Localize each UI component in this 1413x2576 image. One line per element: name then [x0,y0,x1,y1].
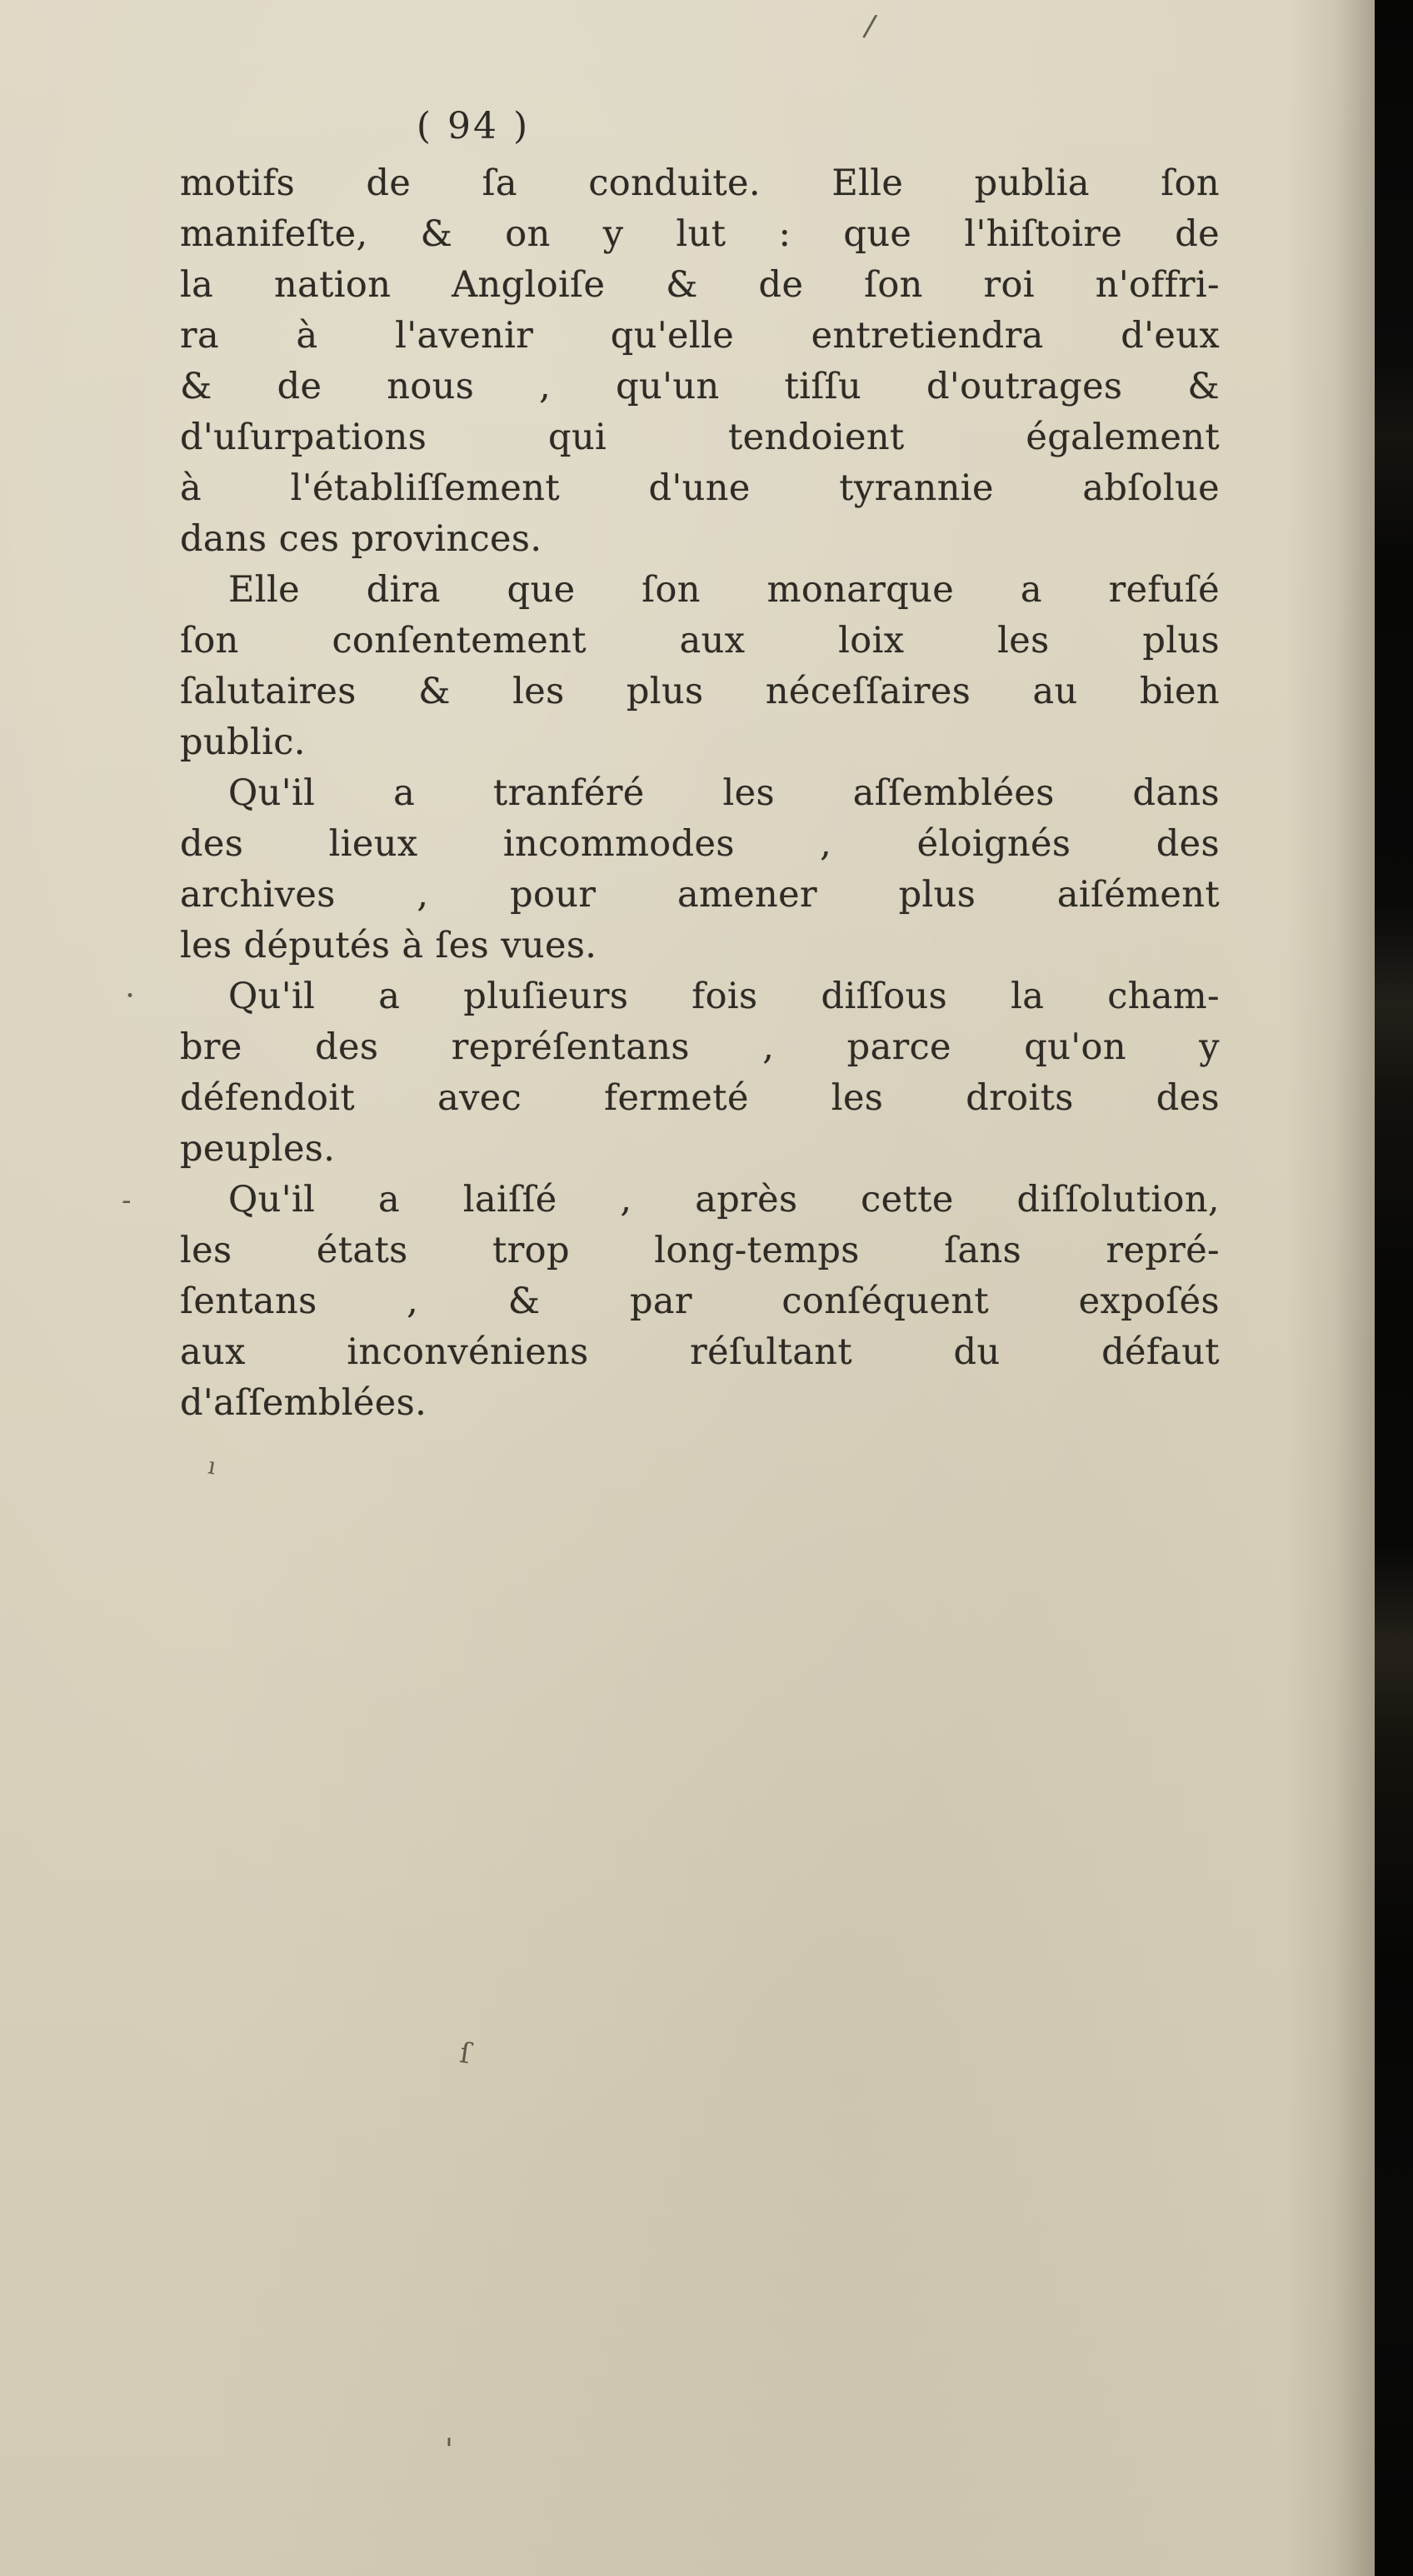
ink-mark: / [861,8,879,44]
text-line: public. [180,721,306,763]
paragraph [180,971,1220,1175]
text-line: Elle dira que ſon monarque a refuſé [228,569,1220,611]
text-line: Qu'il a tranféré les aſſemblées dans [228,772,1220,814]
text-line: peuples. [180,1128,336,1170]
ink-mark: ' [445,2434,453,2468]
text-line: ra à l'avenir qu'elle entretiendra d'eux [180,315,1220,357]
paragraph [180,158,1220,565]
text-line: des lieux incommodes , éloignés des [180,823,1220,865]
text-line: ſalutaires & les plus néceſſaires au bien [180,671,1220,712]
ink-mark: ſ [457,2036,473,2071]
page-number: ( 94 ) [416,105,531,147]
text-line: les états trop long-temps ſans repré- [180,1230,1220,1271]
text-block [180,158,1220,1429]
text-line: défendoit avec fermeté les droits des [180,1077,1220,1119]
text-line: Qu'il a pluſieurs fois diſſous la cham- [228,976,1220,1017]
text-line: aux inconvéniens réſultant du défaut [180,1331,1220,1373]
text-line: archives , pour amener plus aiſément [180,874,1220,916]
text-line: motifs de ſa conduite. Elle publia ſon [180,162,1220,204]
text-line: ſon conſentement aux loix les plus [180,620,1220,661]
text-line: la nation Angloiſe & de ſon roi n'offri- [180,264,1220,306]
text-line: d'uſurpations qui tendoient également [180,417,1220,458]
text-line: manifeſte, & on y lut : que l'hiſtoire de [180,213,1220,255]
text-line: dans ces provinces. [180,518,542,560]
ink-mark: · [125,977,136,1014]
ink-mark: - [122,1184,132,1217]
ink-mark: ı [206,1451,218,1480]
text-line: ſentans , & par conſéquent expoſés [180,1281,1220,1322]
page-curve-shadow [1285,0,1376,2576]
paragraph [180,768,1220,971]
paragraph [180,1175,1220,1429]
text-line: d'aſſemblées. [180,1382,427,1424]
text-line: les députés à ſes vues. [180,925,597,966]
text-line: Qu'il a laiſſé , après cette diſſolution, [228,1179,1220,1221]
book-edge-band [1375,0,1413,2576]
paragraph [180,565,1220,768]
text-line: & de nous , qu'un tiſſu d'outrages & [180,366,1220,407]
text-line: bre des repréſentans , parce qu'on y [180,1026,1220,1068]
text-line: à l'établiſſement d'une tyrannie abſolue [180,467,1220,509]
